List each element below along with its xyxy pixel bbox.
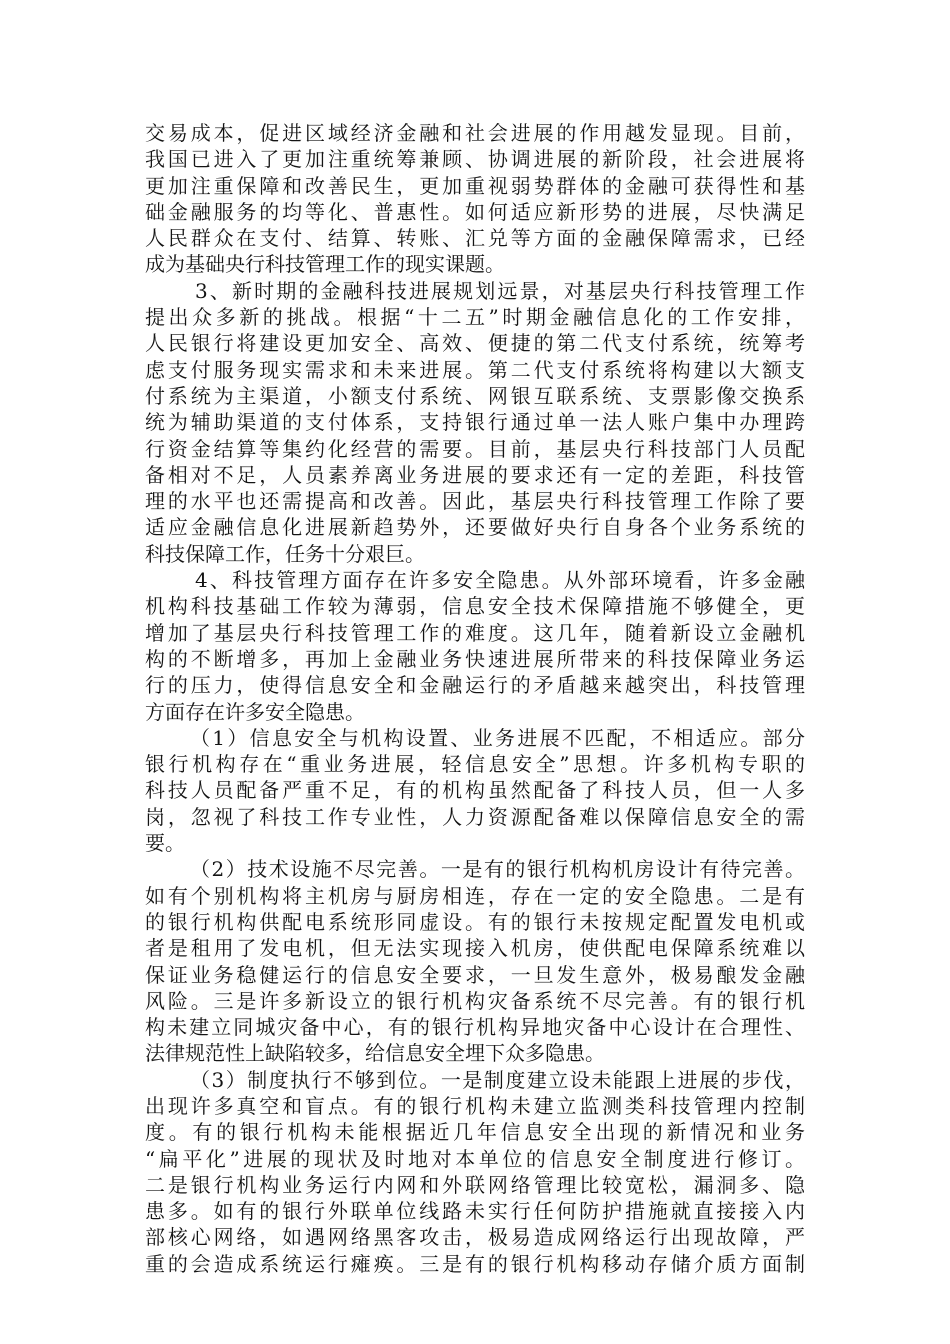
text-line: 更加注重保障和改善民生，更加重视弱势群体的金融可获得性和基: [145, 173, 805, 198]
text-line: （3）制度执行不够到位。一是制度建立设未能跟上进展的步伐，: [190, 1067, 805, 1092]
text-line: 理的水平也还需提高和改善。因此，基层央行科技管理工作除了要: [145, 489, 805, 514]
text-line: 科技人员配备严重不足，有的机构虽然配备了科技人员，但一人多: [145, 778, 805, 803]
text-line: （1）信息安全与机构设置、业务进展不匹配，不相适应。部分: [190, 725, 805, 750]
text-line: 患多。如有的银行外联单位线路未实行任何防护措施就直接接入内: [145, 1199, 805, 1224]
text-line: 出现许多真空和盲点。有的银行机构未建立监测类科技管理内控制: [145, 1093, 805, 1118]
text-line: 重的会造成系统运行瘫痪。三是有的银行机构移动存储介质方面制: [145, 1251, 805, 1276]
text-line: “扁平化”进展的现状及时地对本单位的信息安全制度进行修订。: [145, 1146, 805, 1171]
text-line: 我国已进入了更加注重统筹兼顾、协调进展的新阶段，社会进展将: [145, 147, 805, 172]
text-line: 科技保障工作，任务十分艰巨。: [145, 541, 425, 566]
text-line: 虑支付服务现实需求和未来进展。第二代支付系统将构建以大额支: [145, 357, 805, 382]
text-line: 行资金结算等集约化经营的需要。目前，基层央行科技部门人员配: [145, 436, 805, 461]
text-line: 部核心网络，如遇网络黑客攻击，极易造成网络运行出现故障，严: [145, 1225, 805, 1250]
text-line: 行的压力，使得信息安全和金融运行的矛盾越来越突出，科技管理: [145, 673, 805, 698]
text-line: 的银行机构供配电系统形同虚设。有的银行未按规定配置发电机或: [145, 909, 805, 934]
text-line: 人民银行将建设更加安全、高效、便捷的第二代支付系统，统筹考: [145, 331, 805, 356]
text-line: 岗，忽视了科技工作专业性，人力资源配备难以保障信息安全的需: [145, 804, 805, 829]
text-line: 付系统为主渠道，小额支付系统、网银互联系统、支票影像交换系: [145, 383, 805, 408]
text-line: 交易成本，促进区域经济金融和社会进展的作用越发显现。目前，: [145, 121, 805, 145]
text-line: 4、科技管理方面存在许多安全隐患。从外部环境看，许多金融: [195, 568, 805, 593]
document-body: [145, 120, 805, 1277]
text-line: 成为基础央行科技管理工作的现实课题。: [145, 252, 505, 277]
text-line: 增加了基层央行科技管理工作的难度。这几年，随着新设立金融机: [145, 620, 805, 645]
paragraph-1: [145, 120, 805, 278]
text-line: 人民群众在支付、结算、转账、汇兑等方面的金融保障需求，已经: [145, 226, 805, 251]
text-line: 方面存在许多安全隐患。: [145, 699, 365, 724]
paragraph-2: [145, 278, 805, 567]
text-line: 银行机构存在“重业务进展，轻信息安全”思想。许多机构专职的: [145, 752, 805, 777]
paragraph-5: [145, 856, 805, 1066]
text-line: 如有个别机构将主机房与厨房相连，存在一定的安全隐患。二是有: [145, 883, 805, 908]
paragraph-4: [145, 725, 805, 856]
text-line: 风险。三是许多新设立的银行机构灾备系统不尽完善。有的银行机: [145, 988, 805, 1013]
text-line: 法律规范性上缺陷较多，给信息安全埋下众多隐患。: [145, 1041, 605, 1066]
text-line: 构未建立同城灾备中心，有的银行机构异地灾备中心设计在合理性、: [145, 1015, 805, 1040]
text-line: 备相对不足，人员素养离业务进展的要求还有一定的差距，科技管: [145, 462, 805, 487]
text-line: 机构科技基础工作较为薄弱，信息安全技术保障措施不够健全，更: [145, 594, 805, 619]
text-line: 统为辅助渠道的支付体系，支持银行通过单一法人账户集中办理跨: [145, 410, 805, 435]
text-line: （2）技术设施不尽完善。一是有的银行机构机房设计有待完善。: [190, 857, 805, 882]
text-line: 础金融服务的均等化、普惠性。如何适应新形势的进展，尽快满足: [145, 199, 805, 224]
text-line: 者是租用了发电机，但无法实现接入机房，使供配电保障系统难以: [145, 936, 805, 961]
text-line: 二是银行机构业务运行内网和外联网络管理比较宽松，漏洞多、隐: [145, 1172, 805, 1197]
text-line: 3、新时期的金融科技进展规划远景，对基层央行科技管理工作: [195, 278, 805, 303]
paragraph-3: [145, 567, 805, 725]
text-line: 保证业务稳健运行的信息安全要求，一旦发生意外，极易酿发金融: [145, 962, 805, 987]
paragraph-6: [145, 1067, 805, 1277]
text-line: 提出众多新的挑战。根据“十二五”时期金融信息化的工作安排，: [145, 305, 805, 330]
text-line: 适应金融信息化进展新趋势外，还要做好央行自身各个业务系统的: [145, 515, 805, 540]
text-line: 度。有的银行机构未能根据近几年信息安全出现的新情况和业务: [145, 1120, 805, 1145]
text-line: 构的不断增多，再加上金融业务快速进展所带来的科技保障业务运: [145, 646, 805, 671]
text-line: 要。: [145, 831, 185, 856]
